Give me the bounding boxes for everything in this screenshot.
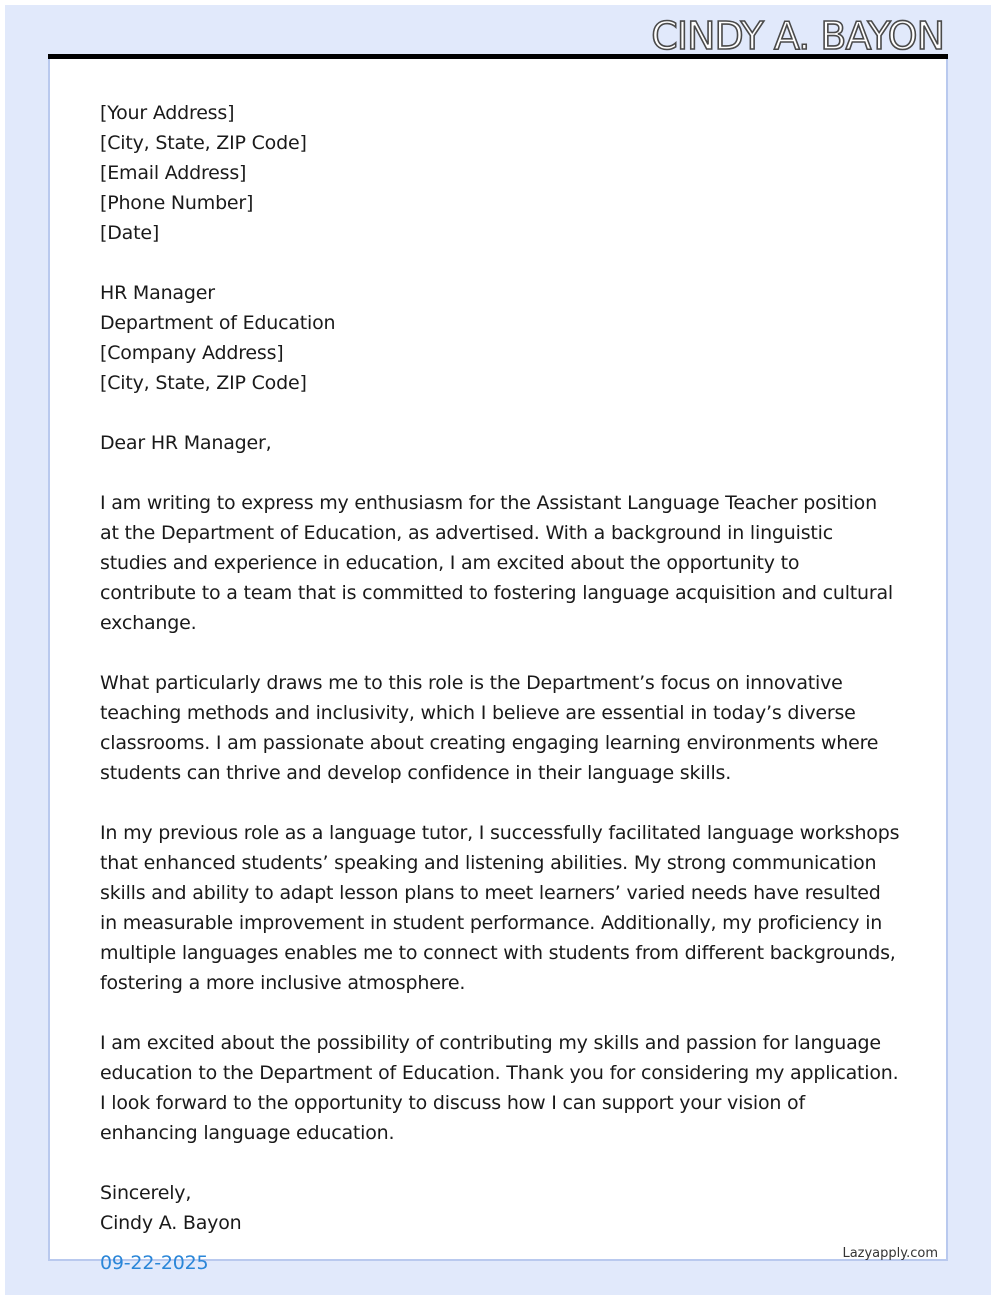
recipient-address: [Company Address] bbox=[100, 342, 284, 364]
sender-city: [City, State, ZIP Code] bbox=[100, 132, 307, 154]
recipient-org: Department of Education bbox=[100, 312, 336, 334]
recipient-city: [City, State, ZIP Code] bbox=[100, 372, 307, 394]
closing: Sincerely, bbox=[100, 1182, 192, 1204]
recipient-block bbox=[100, 278, 900, 398]
sender-date: [Date] bbox=[100, 222, 160, 244]
paragraph: What particularly draws me to this role is the Department’s focus on innovative teaching methods and inclusivity, which I believe are essential in today’s diverse classrooms. I am passionate about creating engaging learning environments where students can thrive and develop confidence in their language skills. bbox=[100, 672, 879, 784]
recipient-title: HR Manager bbox=[100, 282, 215, 304]
brand-watermark: Lazyapply.com bbox=[842, 1246, 938, 1261]
applicant-name: CINDY A. BAYON bbox=[651, 14, 944, 58]
paragraph: In my previous role as a language tutor, I successfully facilitated language workshops that enhanced students’ speaking and listening abilities. My strong communication skills and ability to adapt lesson plans to meet learners’ varied needs have resulted in measurable improvement in student performance. Additionally, my proficiency in multiple languages enables me to connect with students from different backgrounds, fostering a more inclusive atmosphere. bbox=[100, 822, 900, 994]
sender-block bbox=[100, 98, 900, 248]
paragraph: I am writing to express my enthusiasm for the Assistant Language Teacher position at the Department of Education, as advertised. With a background in linguistic studies and experience in education, I am excited about the opportunity to contribute to a team that is committed to fostering language acquisition and cultural exchange. bbox=[100, 492, 894, 634]
sender-phone: [Phone Number] bbox=[100, 192, 254, 214]
sender-address: [Your Address] bbox=[100, 102, 235, 124]
paragraph: I am excited about the possibility of contributing my skills and passion for language education to the Department of Education. Thank you for considering my application. I look forward to the opportunity to discuss how I can support your vision of enhancing language education. bbox=[100, 1032, 899, 1144]
letter-body bbox=[100, 98, 900, 1278]
sender-email: [Email Address] bbox=[100, 162, 247, 184]
signature-name: Cindy A. Bayon bbox=[100, 1212, 242, 1234]
salutation: Dear HR Manager, bbox=[100, 432, 272, 454]
footer-date: 09-22-2025 bbox=[100, 1252, 209, 1274]
